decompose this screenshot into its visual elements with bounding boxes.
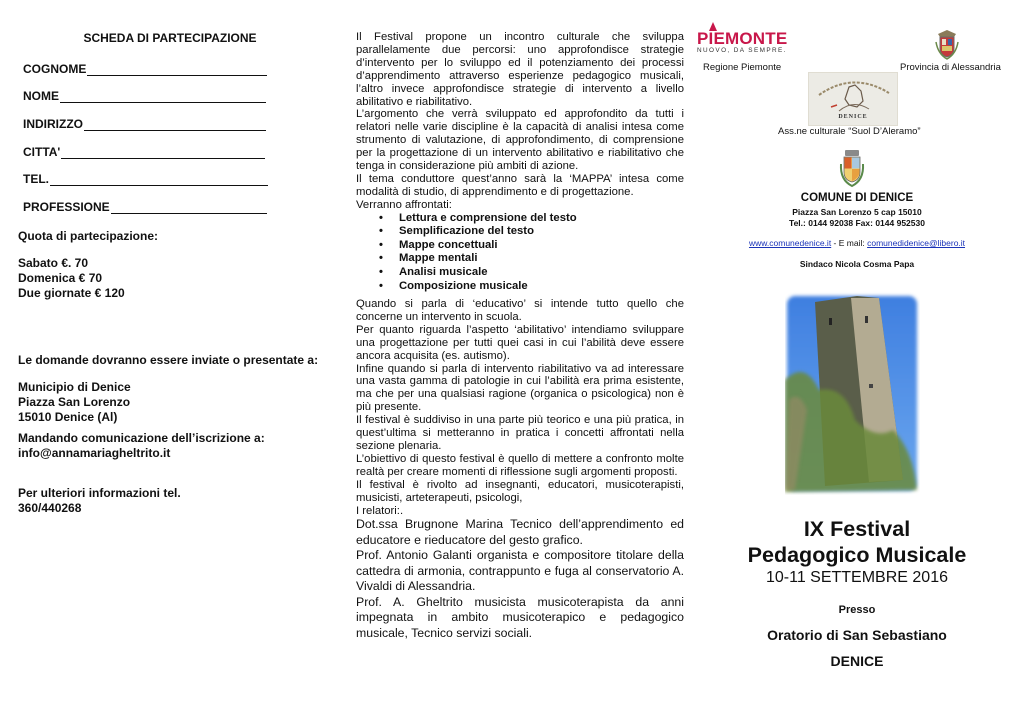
address-field[interactable]	[23, 117, 266, 131]
topic-item: • Composizione musicale	[379, 279, 528, 292]
comune-title: COMUNE DI DENICE	[800, 192, 914, 204]
info-intro: Per ulteriori informazioni tel.	[18, 486, 181, 500]
comune-crest-icon	[837, 148, 867, 190]
riabilitativo-paragraph: Infine quando si parla di intervento riabilitativo va ad interessare una vasta gamma di patologie in cui l’abilità era prima esistente, ma che per una qualsiasi ragione (organica o psicologica) non è più presente.	[356, 362, 684, 414]
phone-field[interactable]	[23, 172, 268, 186]
email-intro: Mandando comunicazione dell’iscrizione a:	[18, 431, 265, 445]
comune-contacts	[690, 238, 1024, 248]
city-field[interactable]	[23, 145, 265, 159]
objective-paragraph: L’obiettivo di questo festival è quello di mettere a confronto molte realtà per creare momenti di riflessione sugli argomenti proposti.	[356, 452, 684, 478]
topic-item: • Semplificazione del testo	[379, 225, 534, 238]
argument-paragraph: L’argomento che verrà sviluppato ed approfondito da tutti i relatori nelle varie discipline è la capacità di analisi intesa come strumento di valutazione, di approfondimento, di comprensione per la progettazione di un intervento abilitativo e riabilitativo che tenga in considerazione più ambiti di azione.	[356, 108, 684, 173]
association-caption: Ass.ne culturale “Suol D’Aleramo”	[778, 126, 921, 137]
presso-label: Presso	[838, 604, 876, 616]
topic-item: • Mappe concettuali	[379, 238, 498, 251]
festival-dates: 10-11 SETTEMBRE 2016	[765, 569, 948, 586]
intro-paragraph: Il Festival propone un incontro culturale che sviluppa parallelamente due percorsi: uno approfondisce strategie d’intervento per lo sviluppo ed il potenziamento dei processi d’apprendimento attraverso esperienze pedagogico musicali, l’altro invece approfondisce strategie di intervento a livello abilitativo e riabilitativo.	[356, 31, 684, 108]
address-line: 15010 Denice (Al)	[18, 410, 118, 424]
description-bottom	[356, 298, 684, 641]
address-line: Piazza San Lorenzo	[18, 395, 131, 409]
email-block	[18, 431, 265, 461]
contact-phone: 360/440268	[18, 501, 82, 515]
piemonte-wordmark: PIEMONTE	[697, 29, 788, 48]
association-logo	[808, 72, 898, 126]
venue-town: DENICE	[830, 653, 884, 669]
bullet-icon: •	[379, 279, 383, 292]
topic-item: • Analisi musicale	[379, 266, 488, 279]
venue-name: Oratorio di San Sebastiano	[767, 627, 947, 643]
piemonte-logo	[697, 30, 787, 55]
field-label: COGNOME	[23, 62, 87, 76]
field-label: PROFESSIONE	[23, 200, 110, 214]
fill-line[interactable]	[61, 147, 265, 159]
info-block	[18, 486, 181, 516]
form-title: SCHEDA DI PARTECIPAZIONE	[83, 31, 257, 45]
speaker-item: Prof. Antonio Galanti organista e compositore titolare della cattedra di armonia, contrappunto e fuga al conservatorio A. Vivaldi di Alessandria.	[356, 548, 684, 594]
speaker-item: Dot.ssa Brugnone Marina Tecnico dell’apprendimento ed educatore e rieducatore del gesto grafico.	[356, 517, 684, 547]
field-label: CITTA'	[23, 145, 61, 159]
registration-panel	[0, 0, 340, 724]
field-label: NOME	[23, 89, 59, 103]
tower-photo	[785, 290, 920, 495]
fee-item: Domenica € 70	[18, 271, 103, 285]
topic-item: • Lettura e comprensione del testo	[379, 211, 577, 224]
piemonte-tagline: NUOVO, DA SEMPRE.	[697, 47, 787, 54]
website-link[interactable]: www.comunedenice.it	[748, 238, 832, 248]
profession-field[interactable]	[23, 200, 267, 214]
structure-paragraph: Il festival è suddiviso in una parte più teorico e una più pratica, in quest’ultima si metteranno in pratica i concetti affrontati nella sezione plenaria.	[356, 414, 684, 452]
bullet-icon: •	[379, 266, 383, 279]
bullet-icon: •	[379, 252, 383, 265]
fill-line[interactable]	[87, 64, 267, 76]
fill-line[interactable]	[111, 202, 267, 214]
association-logo-text: DENICE	[838, 114, 868, 120]
contact-email[interactable]: info@annamariagheltrito.it	[18, 446, 171, 460]
provincia-caption: Provincia di Alessandria	[900, 62, 1001, 73]
festival-title-line1: IX Festival	[803, 517, 911, 541]
festival-title-line2: Pedagogico Musicale	[747, 543, 967, 567]
fee-item: Due giornate € 120	[18, 286, 125, 300]
mayor-name: Sindaco Nicola Cosma Papa	[799, 259, 915, 269]
comune-email-link[interactable]: comunedidenice@libero.it	[867, 238, 966, 248]
bullet-icon: •	[379, 225, 383, 238]
email-separator: - E mail:	[831, 238, 868, 248]
submission-heading: Le domande dovranno essere inviate o presentate a:	[18, 353, 319, 367]
educativo-paragraph: Quando si parla di ‘educativo’ si intende tutto quello che concerne un intervento in scuola.	[356, 298, 684, 323]
speaker-item: Prof. A. Gheltrito musicista musicoterapista da anni impegnata in ambito musicoterapico e pedagogico musicale, Tecnico servizi sociali.	[356, 594, 684, 640]
fee-item: Sabato €. 70	[18, 256, 89, 270]
address-line: Municipio di Denice	[18, 380, 131, 394]
field-label: INDIRIZZO	[23, 117, 83, 131]
field-label: TEL.	[23, 172, 49, 186]
name-field[interactable]	[23, 89, 266, 103]
topics-intro: Verranno affrontati:	[356, 198, 452, 211]
piemonte-flag-icon	[709, 22, 717, 31]
bullet-icon: •	[379, 211, 383, 224]
provincia-crest-icon	[934, 28, 960, 60]
fees-heading: Quota di partecipazione:	[18, 229, 159, 243]
submission-address	[18, 380, 131, 425]
fees-list	[18, 256, 125, 301]
topics-list	[356, 212, 684, 294]
cover-panel	[690, 0, 1024, 724]
speakers-intro: I relatori:.	[356, 504, 404, 517]
comune-address: Piazza San Lorenzo 5 cap 15010	[792, 207, 922, 217]
fill-line[interactable]	[84, 119, 266, 131]
topic-item: • Mappe mentali	[379, 252, 478, 265]
surname-field[interactable]	[23, 62, 267, 76]
bullet-icon: •	[379, 238, 383, 251]
fill-line[interactable]	[50, 174, 268, 186]
description-panel	[345, 0, 685, 724]
comune-phones: Tel.: 0144 92038 Fax: 0144 952530	[789, 218, 925, 228]
audience-paragraph: Il festival è rivolto ad insegnanti, educatori, musicoterapisti, musicisti, arteterapeuti, psicologi,	[356, 478, 684, 504]
theme-paragraph: Il tema conduttore quest’anno sarà la ‘MAPPA’ intesa come modalità di studio, di apprendimento e di progettazione.	[356, 172, 684, 198]
description-top	[356, 31, 684, 293]
fill-line[interactable]	[60, 91, 266, 103]
abilitativo-paragraph: Per quanto riguarda l’aspetto ‘abilitativo’ intendiamo sviluppare una progettazione per tutti quei casi in cui l’abilità deve essere ancora acquisita (es. autismo).	[356, 323, 684, 362]
piemonte-caption: Regione Piemonte	[703, 62, 782, 73]
